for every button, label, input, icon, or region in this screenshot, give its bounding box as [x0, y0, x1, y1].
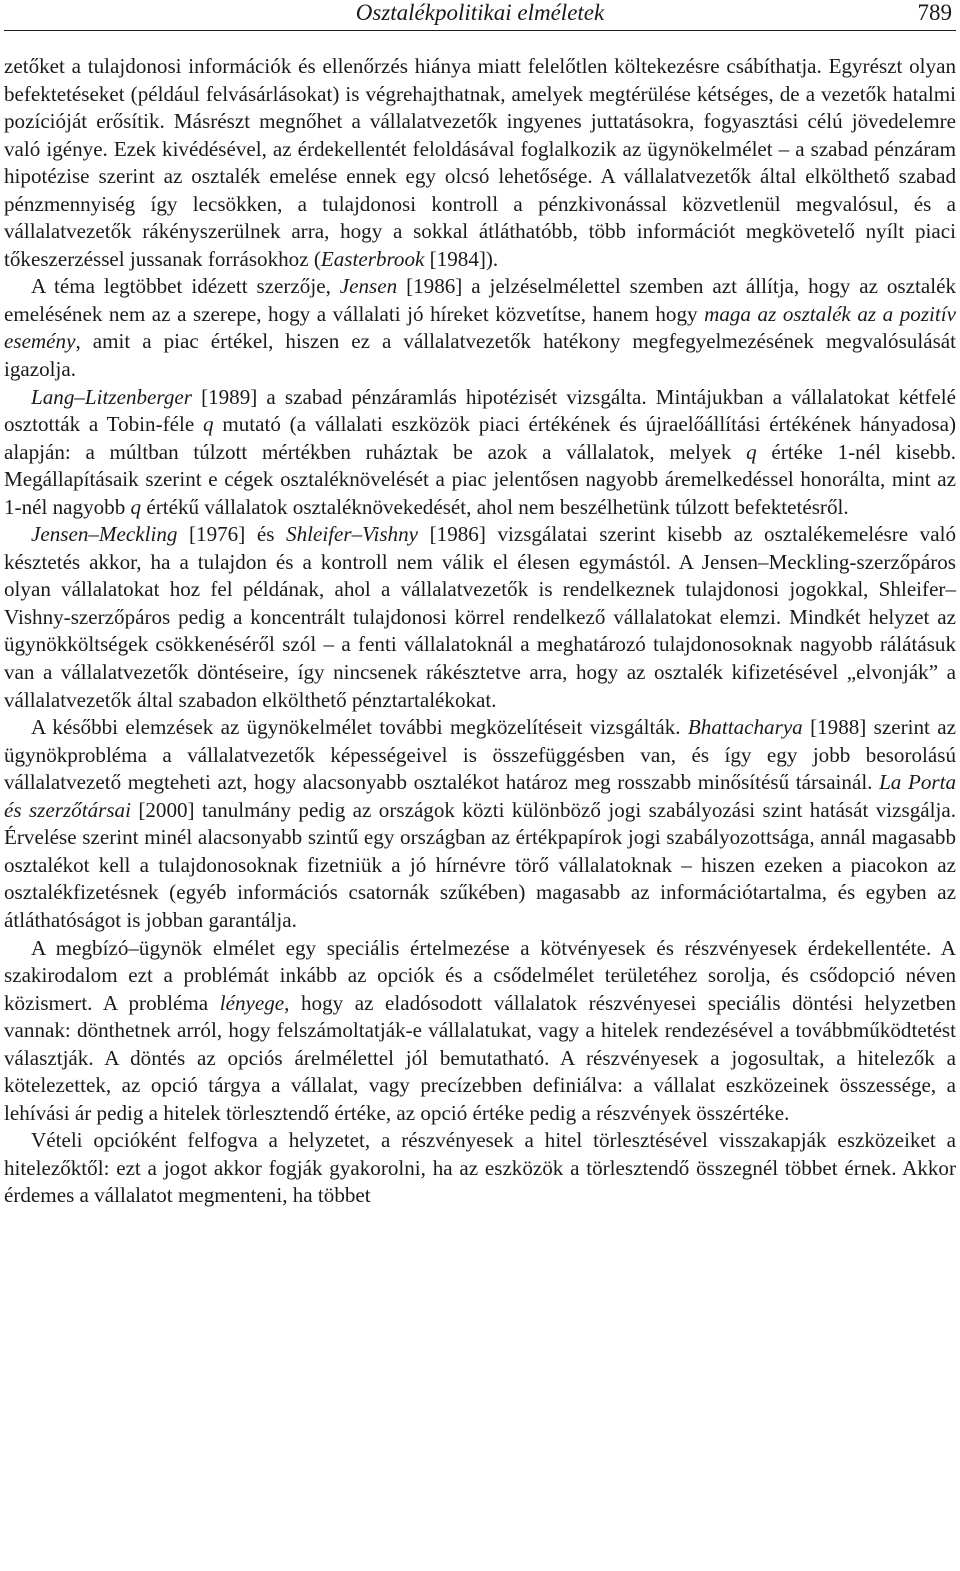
running-title: Osztalékpolitikai elméletek — [355, 0, 605, 25]
text-run: értékű vállalatok osztaléknövekedését, ahol nem beszélhetünk túlzott befektetésről. — [141, 494, 849, 519]
text-run: , amit a piac értékel, hiszen ez a vállalatvezetők hatékony megfegyelmezésének megvalósulását igazolja. — [4, 329, 956, 382]
page-header — [4, 0, 956, 31]
body-text — [4, 53, 956, 1210]
text-run: , hogy az eladósodott vállalatok részvényesei speciális döntési helyzetben vannak: dönthetnek arról, hogy felszámoltatják-e vállalatukat, vagy a hitelek rendezésével a továbbműködtetést választják. A döntés az opciós árelmélettel jól bemutatható. A részvényesek a jogosultak, a hitelezők a kötelezettek, az opció tárgya a vállalat, vagy precízebben definiálva: a vállalat eszközeinek összessége, a lehívási ár pedig a hitelek törlesztendő értéke, az opció értéke pedig a részvények összértéke. — [4, 990, 956, 1125]
text-run: [1986] a jelzéselmélettel szemben azt állítja, hogy az osztalék emelésének nem az a szerepe, hogy a vállalati jó híreket közvetítse, hanem hogy — [4, 274, 956, 326]
citation-author: Jensen — [339, 274, 398, 299]
text-run: A megbízó–ügynök elmélet egy speciális értelmezése a kötvényesek és részvényesek érdekellentéte. A szakirodalom ezt a problémát inkább az opciók és a csődelmélet területéhez sorolja, és csődopció néven közismert. A probléma — [4, 935, 956, 1015]
citation-author: Bhattacharya — [687, 715, 803, 740]
text-run: [1976] és — [177, 522, 287, 547]
emphasis-text: lényege — [219, 990, 285, 1015]
citation-author: Shleifer–Vishny — [286, 522, 419, 547]
text-run: A későbbi elemzések az ügynökelmélet további megközelítéseit vizsgálták. — [31, 715, 688, 740]
text-run: [1989] a szabad pénzáramlás hipotézisét vizsgálta. Mintájukban a vállalatokat kétfelé osztották a Tobin-féle — [4, 384, 956, 437]
page-number: 789 — [917, 0, 952, 25]
variable-q: q — [130, 494, 142, 519]
paragraph — [4, 714, 956, 934]
paragraph — [4, 384, 956, 522]
text-run: [1988] szerint az ügynökprobléma a vállalatvezetők képességeivel is összefüggésben van, és így egy jobb besorolású vállalatvezető megteheti azt, hogy alacsonyabb osztalékot határoz meg rosszabb minősítésű társainál. — [4, 715, 956, 795]
paragraph — [4, 273, 956, 383]
emphasis-text: maga az osztalék az a pozitív esemény — [4, 301, 956, 354]
variable-q: q — [746, 439, 757, 464]
text-run: [2000] tanulmány pedig az országok közti különböző jogi szabályozási szint hatását vizsgálja. Érvelése szerint minél alacsonyabb szintű egy országban az értékpapírok jogi szabályozottsága, annál magasabb osztalékot kell a tulajdonosoknak fizetniük a jó hírnévre törő vállalatoknak – hiszen ezeken a piacokon az osztalékfizetésnek (egyéb információs csatornák szűkében) magasabb az információtartalma, és egyben az átláthatóságot is jobban garantálja. — [4, 797, 956, 932]
text-run: [1984]). — [424, 246, 499, 271]
paragraph — [4, 53, 956, 273]
citation-author: Lang–Litzenberger — [31, 384, 192, 409]
paragraph — [4, 935, 956, 1128]
text-run: [1986] vizsgálatai szerint kisebb az osztalékemelésre való késztetés akkor, ha a tulajdon és a kontroll nem válik el élesen egymástól. A Jensen–Meckling-szerzőpáros olyan vállalatokat hoz fel példának, ahol a vállalatvezetők is rendelkeznek tulajdonosi jogokkal, Shleifer–Vishny-szerzőpáros pedig a koncentrált tulajdonosi körrel rendelkező vállalatokat elemzi. Mindkét helyzet az ügynökköltségek csökkenéséről szól – a fenti vállalatoknál a meghatározó tulajdonosoknak nagyobb rálátásuk van a vállalatvezetők döntéseire, így nincsenek rákésztetve arra, hogy az osztalék kifizetésével „elvonják” a vállalatvezetők által szabadon elkölthető pénztartalékokat. — [4, 522, 956, 712]
text-run: zetőket a tulajdonosi információk és ellenőrzés hiánya miatt felelőtlen költekezésre csábíthatja. Egyrészt olyan befektetéseket (például felvásárlásokat) is végrehajthatnak, amelyek megtérülése kétséges, de a vezetők hatalmi pozícióját erősítik. Másrészt megnőhet a vállalatvezetők ingyenes juttatásokra, fogyasztási célú jövedelemre való igénye. Ezek kivédésével, az érdekellentét feloldásával foglalkozik az ügynökelmélet – a szabad pénzáram hipotézise szerint az osztalék emelése ennek egy olcsó lehetősége. A vállalatvezetők által elkölthető szabad pénzmennyiség így lecsökken, a tulajdonosi kontroll a pénzkivonással közvetlenül megvalósul, és a vállalatvezetők rákényszerülnek arra, hogy a sokkal átláthatóbb, több információt megkövetelő nyílt piaci tőkeszerzéssel jussanak forrásokhoz ( — [4, 54, 956, 271]
paragraph — [4, 1127, 956, 1210]
variable-q: q — [203, 412, 214, 437]
citation-author: Easterbrook — [320, 246, 425, 271]
citation-author: Jensen–Meckling — [31, 522, 178, 547]
paragraph — [4, 521, 956, 714]
text-run: mutató (a vállalati eszközök piaci értékének és újraelőállítási értékének hányadosa) alapján: a múltban túlzott mértékben ruháztak be azok a vállalatok, melyek — [4, 412, 956, 464]
text-run: A téma legtöbbet idézett szerzője, — [31, 274, 340, 299]
citation-author: La Porta és szerzőtársai — [4, 770, 956, 822]
text-run: értéke 1-nél kisebb. Megállapításaik szerint e cégek osztaléknövelését a piac jelentősen nagyobb áremelkedéssel honorálta, mint az 1-nél nagyobb — [4, 439, 956, 519]
text-run: Vételi opcióként felfogva a helyzetet, a részvényesek a hitel törlesztésével visszakapják eszközeiket a hitelezőktől: ezt a jogot akkor fogják gyakorolni, ha az eszközök a törlesztendő összegnél többet érnek. Akkor érdemes a vállalatot megmenteni, ha többet — [4, 1128, 956, 1208]
